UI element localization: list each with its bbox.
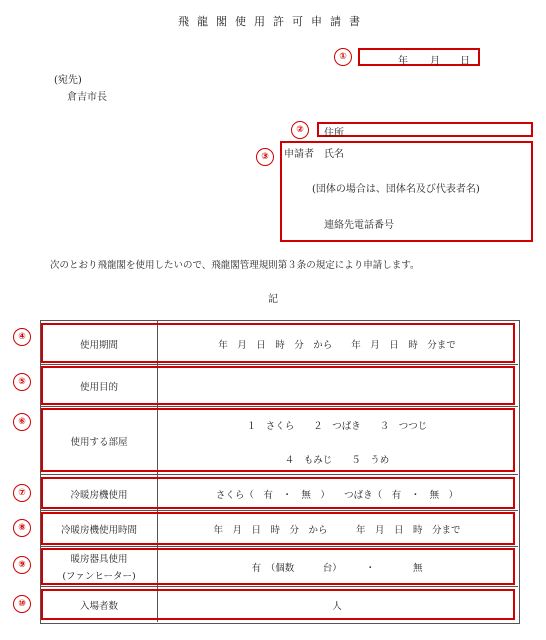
marker-4: ④ xyxy=(13,328,31,346)
rooms-label: 使用する部屋 xyxy=(70,437,128,448)
ki-heading: 記 xyxy=(268,294,278,305)
addressee-label: (宛先) xyxy=(54,75,82,86)
marker-9: ⑨ xyxy=(13,556,31,574)
document-title: 飛龍閣使用許可申請書 xyxy=(178,15,368,28)
date-month-label: 月 xyxy=(430,56,440,67)
attendees-label: 入場者数 xyxy=(79,601,118,612)
period-label: 使用期間 xyxy=(79,340,118,351)
period-value: 年 月 日 時 分 から 年 月 日 時 分まで xyxy=(218,340,456,351)
aircon-value: さくら（ 有 ・ 無 ） つばき（ 有 ・ 無 ） xyxy=(215,490,459,501)
applicant-name-label: 申請者 氏名 xyxy=(284,149,344,160)
purpose-label: 使用目的 xyxy=(79,382,118,393)
address-field[interactable] xyxy=(317,122,533,137)
marker-1: ① xyxy=(334,48,352,66)
address-label: 住所 xyxy=(324,128,344,139)
row-separator xyxy=(40,406,518,407)
row-separator xyxy=(40,586,518,587)
phone-label: 連絡先電話番号 xyxy=(324,220,394,231)
row-separator xyxy=(40,510,518,511)
marker-2: ② xyxy=(291,121,309,139)
row-separator xyxy=(40,474,518,475)
rooms-line1: １ さくら ２ つばき ３ つつじ xyxy=(246,421,428,432)
heater-value: 有 （個数 台） ・ 無 xyxy=(251,563,423,574)
marker-6: ⑥ xyxy=(13,413,31,431)
applicant-field[interactable] xyxy=(280,141,533,242)
intro-text: 次のとおり飛龍閣を使用したいので、飛龍閣管理規則第３条の規定により申請します。 xyxy=(50,260,420,271)
date-field[interactable] xyxy=(358,48,480,66)
marker-7: ⑦ xyxy=(13,484,31,502)
heater-label-line1: 暖房器具使用 xyxy=(70,554,128,565)
marker-10: ⑩ xyxy=(13,595,31,613)
group-note: (団体の場合は、団体名及び代表者名) xyxy=(312,184,480,195)
date-day-label: 日 xyxy=(460,56,470,67)
heater-label-line2: (ファンヒーター) xyxy=(62,571,136,582)
aircon-time-label: 冷暖房機使用時間 xyxy=(60,525,137,536)
marker-3: ③ xyxy=(256,148,274,166)
addressee-name: 倉吉市長 xyxy=(67,92,107,103)
aircon-time-value: 年 月 日 時 分 から 年 月 日 時 分まで xyxy=(213,525,461,536)
marker-5: ⑤ xyxy=(13,373,31,391)
rooms-line2: ４ もみじ ５ うめ xyxy=(284,455,390,466)
attendees-value: 人 xyxy=(332,601,342,612)
row-separator xyxy=(40,364,518,365)
aircon-label: 冷暖房機使用 xyxy=(70,490,128,501)
marker-8: ⑧ xyxy=(13,519,31,537)
date-year-label: 年 xyxy=(398,56,408,67)
row-separator xyxy=(40,546,518,547)
